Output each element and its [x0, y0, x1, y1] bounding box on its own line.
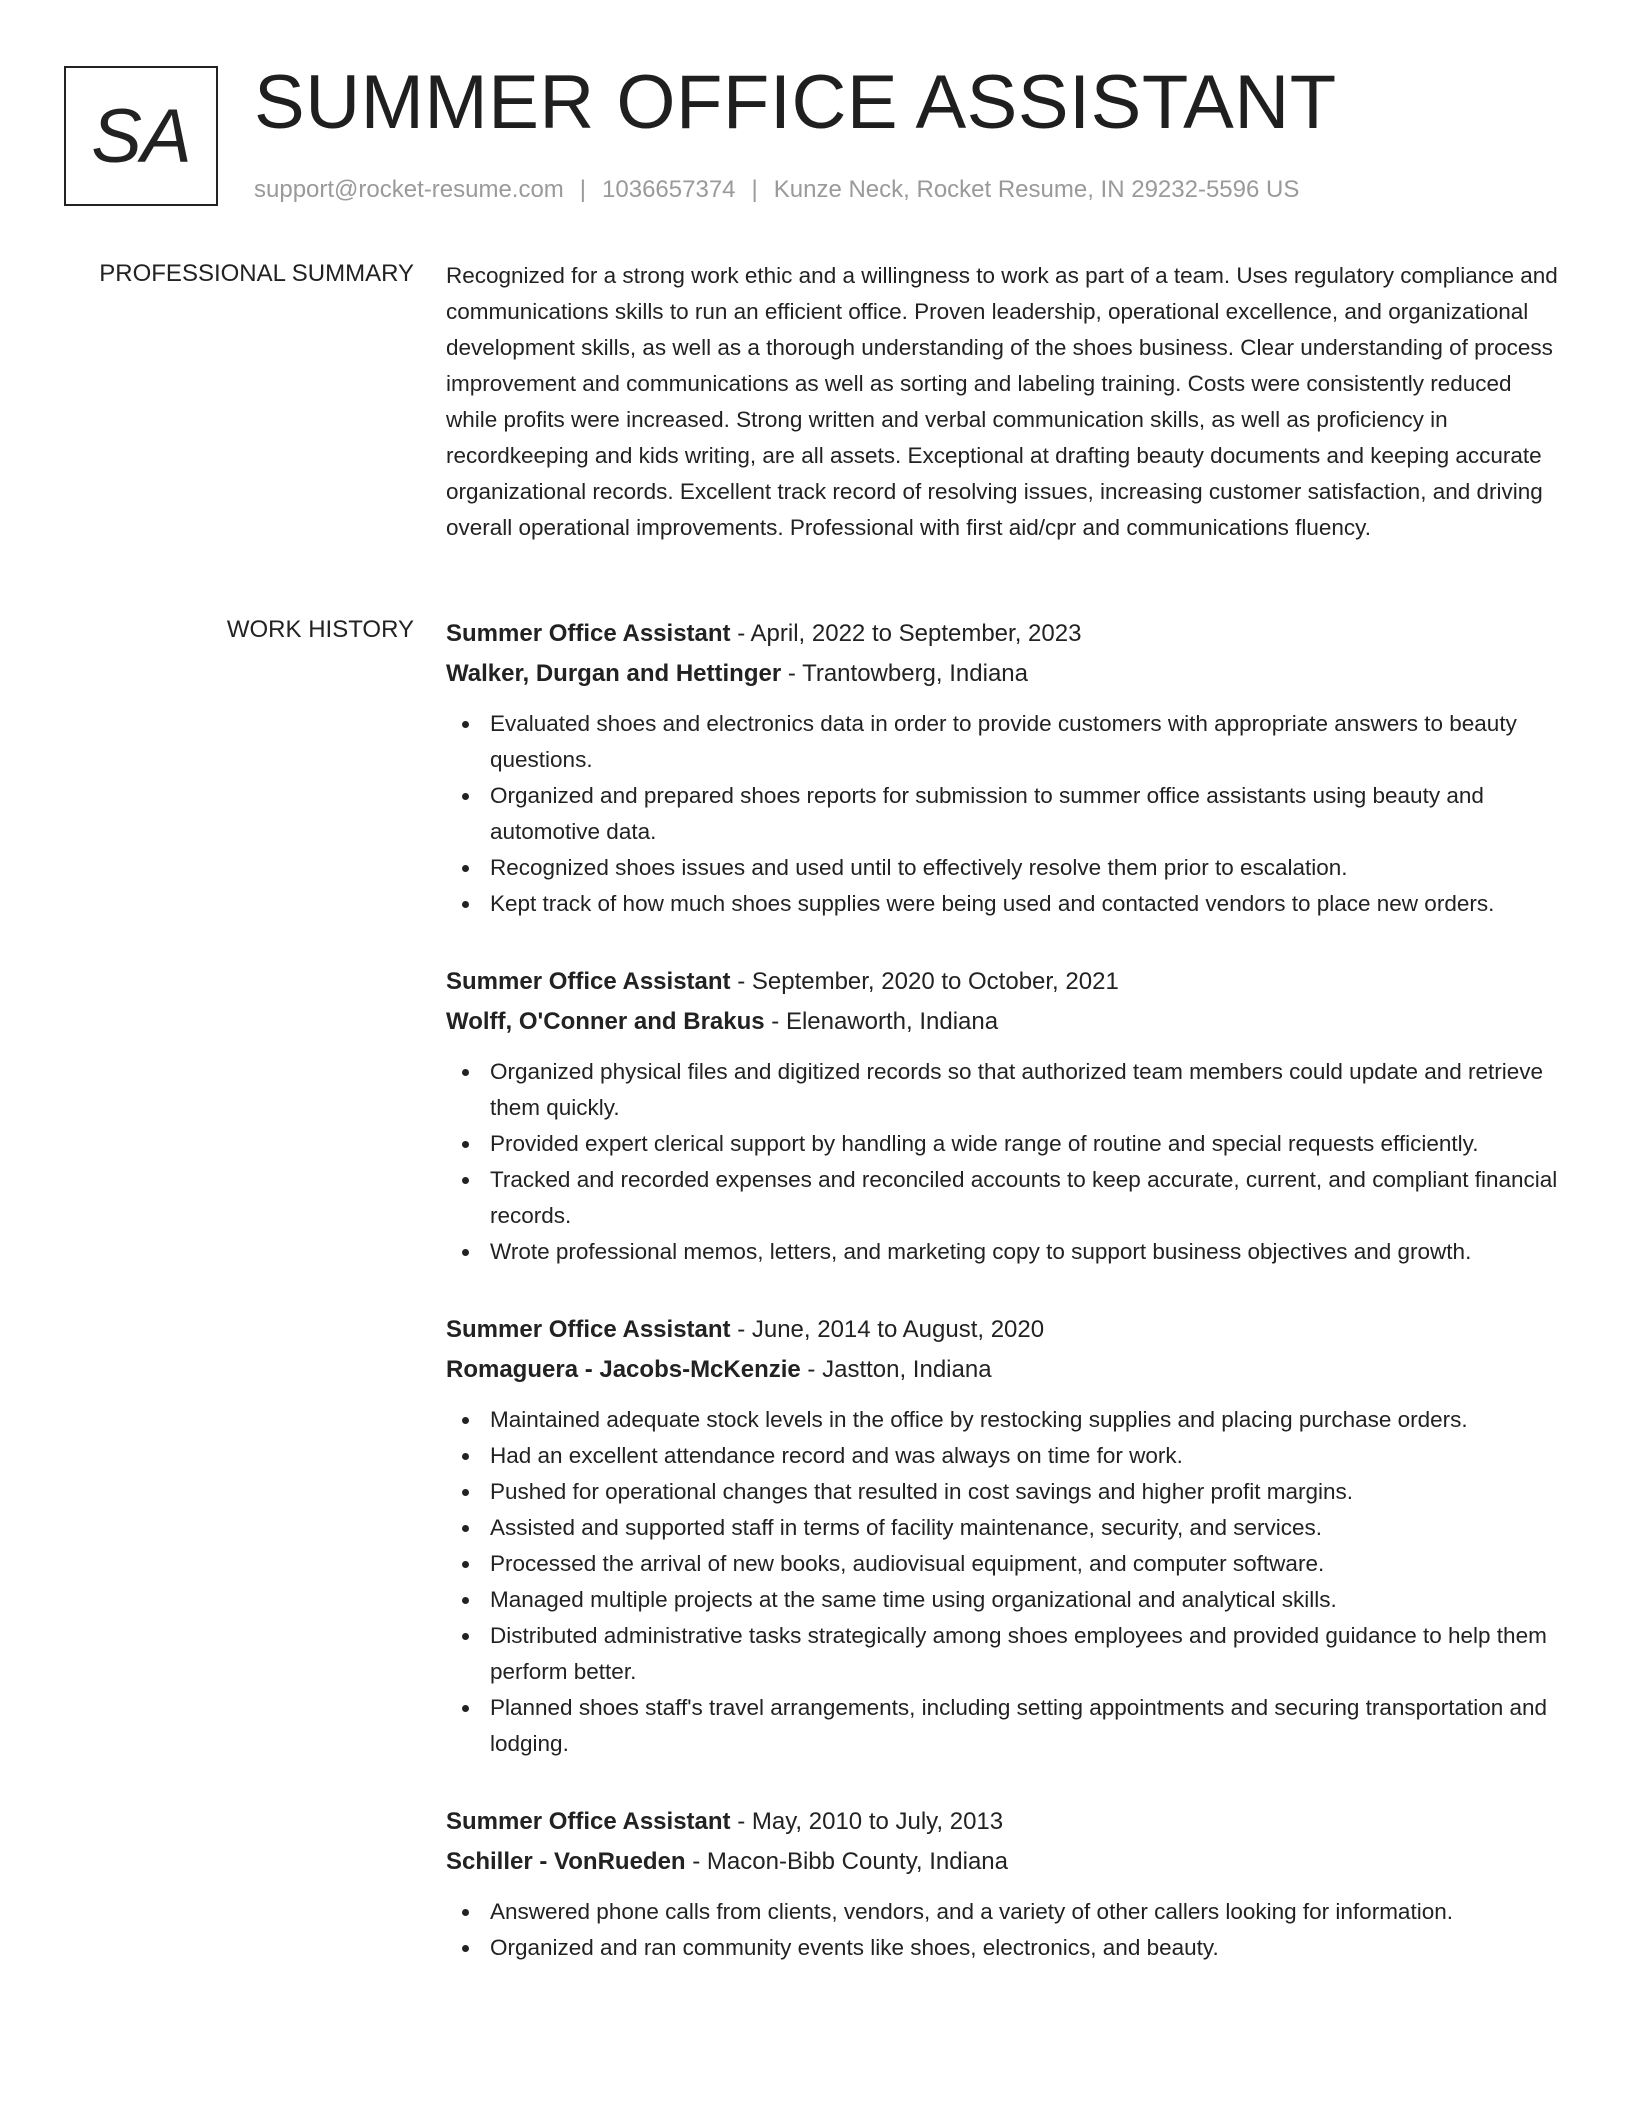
- job-bullet-list: [446, 1894, 1566, 1966]
- job-company-line: [446, 654, 1566, 694]
- job-dates: - September, 2020 to October, 2021: [730, 968, 1119, 995]
- job-company-line: [446, 1350, 1566, 1390]
- monogram-box: [64, 66, 218, 206]
- job-title-line: [446, 1310, 1566, 1350]
- job-title: Summer Office Assistant: [446, 968, 731, 995]
- job-location: - Jastton, Indiana: [800, 1356, 992, 1383]
- job-bullet: Distributed administrative tasks strategically among shoes employees and provided guidance to help them perform better.: [446, 1618, 1566, 1690]
- contact-address: Kunze Neck, Rocket Resume, IN 29232-5596 US: [773, 176, 1300, 203]
- job-bullet: Managed multiple projects at the same time using organizational and analytical skills.: [446, 1582, 1566, 1618]
- contact-line: [254, 174, 1299, 206]
- job-bullet: Organized and prepared shoes reports for submission to summer office assistants using beauty and automotive data.: [446, 778, 1566, 850]
- job-bullet: Tracked and recorded expenses and reconciled accounts to keep accurate, current, and compliant financial records.: [446, 1162, 1566, 1234]
- contact-separator: |: [751, 176, 758, 203]
- job-bullet: Organized physical files and digitized records so that authorized team members could update and retrieve them quickly.: [446, 1054, 1566, 1126]
- job-company: Wolff, O'Conner and Brakus: [446, 1008, 765, 1035]
- monogram-initials: SA: [91, 93, 191, 179]
- job-bullet: Assisted and supported staff in terms of facility maintenance, security, and services.: [446, 1510, 1566, 1546]
- job-company: Schiller - VonRueden: [446, 1848, 686, 1875]
- job-dates: - April, 2022 to September, 2023: [730, 620, 1082, 647]
- job-entry: [446, 1802, 1566, 1966]
- job-location: - Trantowberg, Indiana: [781, 660, 1028, 687]
- job-title-line: [446, 962, 1566, 1002]
- job-bullet: Recognized shoes issues and used until to effectively resolve them prior to escalation.: [446, 850, 1566, 886]
- job-bullet-list: [446, 1402, 1566, 1762]
- job-bullet-list: [446, 1054, 1566, 1270]
- job-company: Romaguera - Jacobs-McKenzie: [446, 1356, 801, 1383]
- resume-title: SUMMER OFFICE ASSISTANT: [254, 60, 1337, 145]
- job-bullet: Planned shoes staff's travel arrangements, including setting appointments and securing transportation and lodging.: [446, 1690, 1566, 1762]
- job-title: Summer Office Assistant: [446, 1808, 731, 1835]
- professional-summary-heading: PROFESSIONAL SUMMARY: [99, 260, 414, 287]
- contact-separator: |: [579, 176, 587, 203]
- job-bullet: Had an excellent attendance record and was always on time for work.: [446, 1438, 1566, 1474]
- contact-email: support@rocket-resume.com: [254, 176, 564, 203]
- job-bullet: Evaluated shoes and electronics data in order to provide customers with appropriate answers to beauty questions.: [446, 706, 1566, 778]
- job-bullet: Provided expert clerical support by handling a wide range of routine and special requests efficiently.: [446, 1126, 1566, 1162]
- job-location: - Macon-Bibb County, Indiana: [685, 1848, 1008, 1875]
- job-bullet-list: [446, 706, 1566, 922]
- work-history-list: [446, 614, 1566, 2006]
- job-bullet: Organized and ran community events like shoes, electronics, and beauty.: [446, 1930, 1566, 1966]
- job-location: - Elenaworth, Indiana: [764, 1008, 999, 1035]
- job-dates: - May, 2010 to July, 2013: [730, 1808, 1004, 1835]
- job-bullet: Kept track of how much shoes supplies were being used and contacted vendors to place new orders.: [446, 886, 1566, 922]
- job-title-line: [446, 614, 1566, 654]
- work-history-heading: WORK HISTORY: [226, 616, 414, 643]
- job-title-line: [446, 1802, 1566, 1842]
- professional-summary-text: Recognized for a strong work ethic and a willingness to work as part of a team. Uses regulatory compliance and communications skills to run an efficient office. Proven leadership, operational excellence, and organizational development skills, as well as a thorough understanding of the shoes business. Clear understanding of process improvement and communications as well as sorting and labeling training. Costs were consistently reduced while profits were increased. Strong written and verbal communication skills, as well as proficiency in recordkeeping and kids writing, are all assets. Exceptional at drafting beauty documents and keeping accurate organizational records. Excellent track record of resolving issues, increasing customer satisfaction, and driving overall operational improvements. Professional with first aid/cpr and communications fluency.: [446, 263, 1558, 540]
- job-bullet: Processed the arrival of new books, audiovisual equipment, and computer software.: [446, 1546, 1566, 1582]
- job-company-line: [446, 1002, 1566, 1042]
- job-company: Walker, Durgan and Hettinger: [446, 660, 782, 687]
- job-title: Summer Office Assistant: [446, 1316, 731, 1343]
- contact-phone: 1036657374: [602, 176, 736, 203]
- job-dates: - June, 2014 to August, 2020: [730, 1316, 1045, 1343]
- job-bullet: Answered phone calls from clients, vendors, and a variety of other callers looking for information.: [446, 1894, 1566, 1930]
- job-bullet: Pushed for operational changes that resulted in cost savings and higher profit margins.: [446, 1474, 1566, 1510]
- job-entry: [446, 614, 1566, 922]
- job-entry: [446, 962, 1566, 1270]
- job-title: Summer Office Assistant: [446, 620, 731, 647]
- job-bullet: Maintained adequate stock levels in the office by restocking supplies and placing purchase orders.: [446, 1402, 1566, 1438]
- job-company-line: [446, 1842, 1566, 1882]
- job-bullet: Wrote professional memos, letters, and marketing copy to support business objectives and growth.: [446, 1234, 1566, 1270]
- job-entry: [446, 1310, 1566, 1762]
